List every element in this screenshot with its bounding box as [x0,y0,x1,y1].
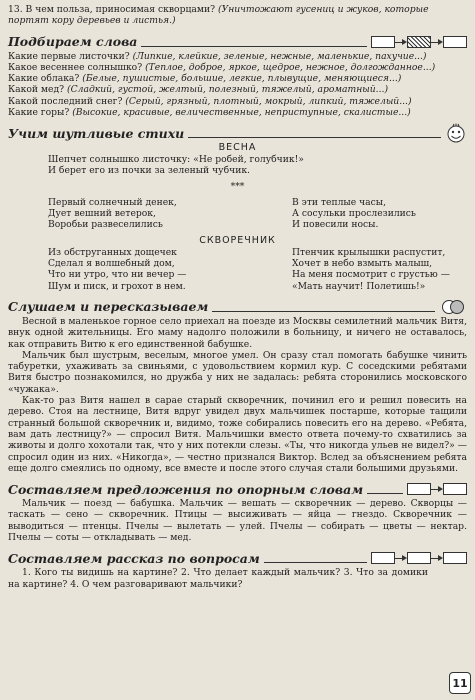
poem-line: А сосульки прослезились [292,207,416,219]
smiley-face-icon [445,123,467,143]
poem-title-birdhouse: СКВОРЕЧНИК [199,235,276,247]
divider-line [141,37,367,47]
divider-line [188,128,441,138]
list-item: Какой мед? (Сладкий, густой, желтый, полезный, тяжелый, ароматный...) [8,84,389,96]
questions: 1. Кого ты видишь на картине? 2. Что делает каждый мальчик? 3. Что за домики на картине? 4. О чем разговаривают мальчики? [8,567,428,590]
list-item: Какое весеннее солнышко? (Теплое, доброе, яркое, щедрое, нежное, долгожданное...) [8,61,436,73]
scheme-icon [407,483,467,495]
poem-line: Дует вешний ветерок, [48,207,156,219]
page-number: 11 [449,672,471,694]
poem-line: И повесили носы. [292,219,379,231]
poem-line: В эти теплые часы, [292,196,387,208]
list-item: Какие облака? (Белые, пушистые, большие, легкие, плывущие, меняющиеся...) [8,73,402,85]
paragraph: Весной в маленькое горное село приехал на поезде из Москвы семилетний мальчик Витя, внук одной жительницы. Его маму надолго положили в больницу, и ничего не оставалось, как отправить Витю к его единственной бабушке. [8,315,467,350]
section-title: Учим шутливые стихи [8,125,185,141]
section-header-poems [8,124,467,142]
poem-line: На меня посмотрит с грустью — [292,269,450,281]
section-title: Составляем рассказ по вопросам [8,550,260,566]
poem-line: Из обструганных дощечек [48,246,177,258]
question-answer: (Уничтожают гусениц и жуков, которые портят кору деревьев и листья.) [8,4,429,27]
divider-line [367,484,403,494]
section-header-questions [8,549,467,567]
poem-line: Воробьи развеселились [48,219,163,231]
poem-line: Птенчик крылышки распустит, [292,246,446,258]
poem-line: Хочет в небо взмыть малыш, [292,258,433,270]
poem-birdhouse [8,247,467,292]
words-list [8,51,467,119]
list-item: Какой последний снег? (Серый, грязный, плотный, мокрый, липкий, тяжелый...) [8,95,412,107]
poem-line: «Мать научит! Полетишь!» [292,280,426,292]
poem-spring [8,154,467,177]
section-header-words [8,33,467,51]
paragraph: Как-то раз Витя нашел в сарае старый скворечник, починил его и решил повесить на дерево. Стоя на лестнице, Витя вдруг увидел двух мальчишек постарше, которые тащили странный большой скворечник и, видимо, тоже собирались повесить его на дерево. «Ребята, вам дать лестницу?» — спросил Витя. Мальчишки вместо ответа почему-то схватились за животы и долго хохотали так, что у них потекли слезы. «Ты, что никогда ульев не видел?» — спросил один из них. «Никогда», — честно признался Виктор. Вслед за объяснением ребята еще долго смеялись по одному, все вместе и после этого случая стали большими друзьями. [8,395,467,474]
section-title: Подбираем слова [8,34,138,50]
poem-line: Первый солнечный денек, [48,196,177,208]
overlapping-circles-icon [439,299,467,315]
divider-line [264,553,367,563]
story-text [8,316,467,474]
poem-line: И берет его из почки за зеленый чубчик. [48,164,250,176]
stars-separator: *** [230,181,245,193]
section-title: Слушаем и пересказываем [8,299,209,315]
poem-line: Что ни утро, что ни вечер — [48,269,187,281]
poem-title-spring: ВЕСНА [218,142,257,154]
poem-sunny-day [8,197,467,231]
list-item: Какие первые листочки? (Липкие, клейкие, зеленые, нежные, маленькие, пахучие...) [8,50,427,62]
poem-line: Шепчет солнышко листочку: «Не робей, голубчик!» [48,153,304,165]
scheme-icon [371,36,467,48]
poem-line: Сделал я волшебный дом, [48,258,175,270]
divider-line [212,302,435,312]
support-words: Мальчик — поезд — бабушка. Мальчик — вешать — скворечник — дерево. Скворцы — таскать — сено — скворечник. Птицы — высиживать — яйца — гнездо. Скворечник — выводиться — птенцы. Пчелы — вылетать — улей. Пчелы — собирать — цветы — нектар. Пчелы — соты — откладывать — мед. [8,498,467,543]
poem-line: Шум и писк, и грохот в нем. [48,280,186,292]
question-text: 13. В чем польза, приносимая скворцами? [8,4,218,15]
question-13 [8,4,467,27]
page [8,4,467,590]
scheme-icon [371,552,467,564]
list-item: Какие горы? (Высокие, красивые, величественные, неприступные, скалистые...) [8,107,411,119]
section-header-listen [8,298,467,316]
paragraph: Мальчик был шустрым, веселым, многое умел. Он сразу стал помогать бабушке чинить табуретки, ухаживать за свиньями, с удовольствием кормил кур. С соседскими ребятами Витя быстро познакомился, но дружба у них не задалась: ребята сторонились московского «чужака». [8,349,467,395]
section-header-sentences [8,480,467,498]
section-title: Составляем предложения по опорным словам [8,481,364,497]
